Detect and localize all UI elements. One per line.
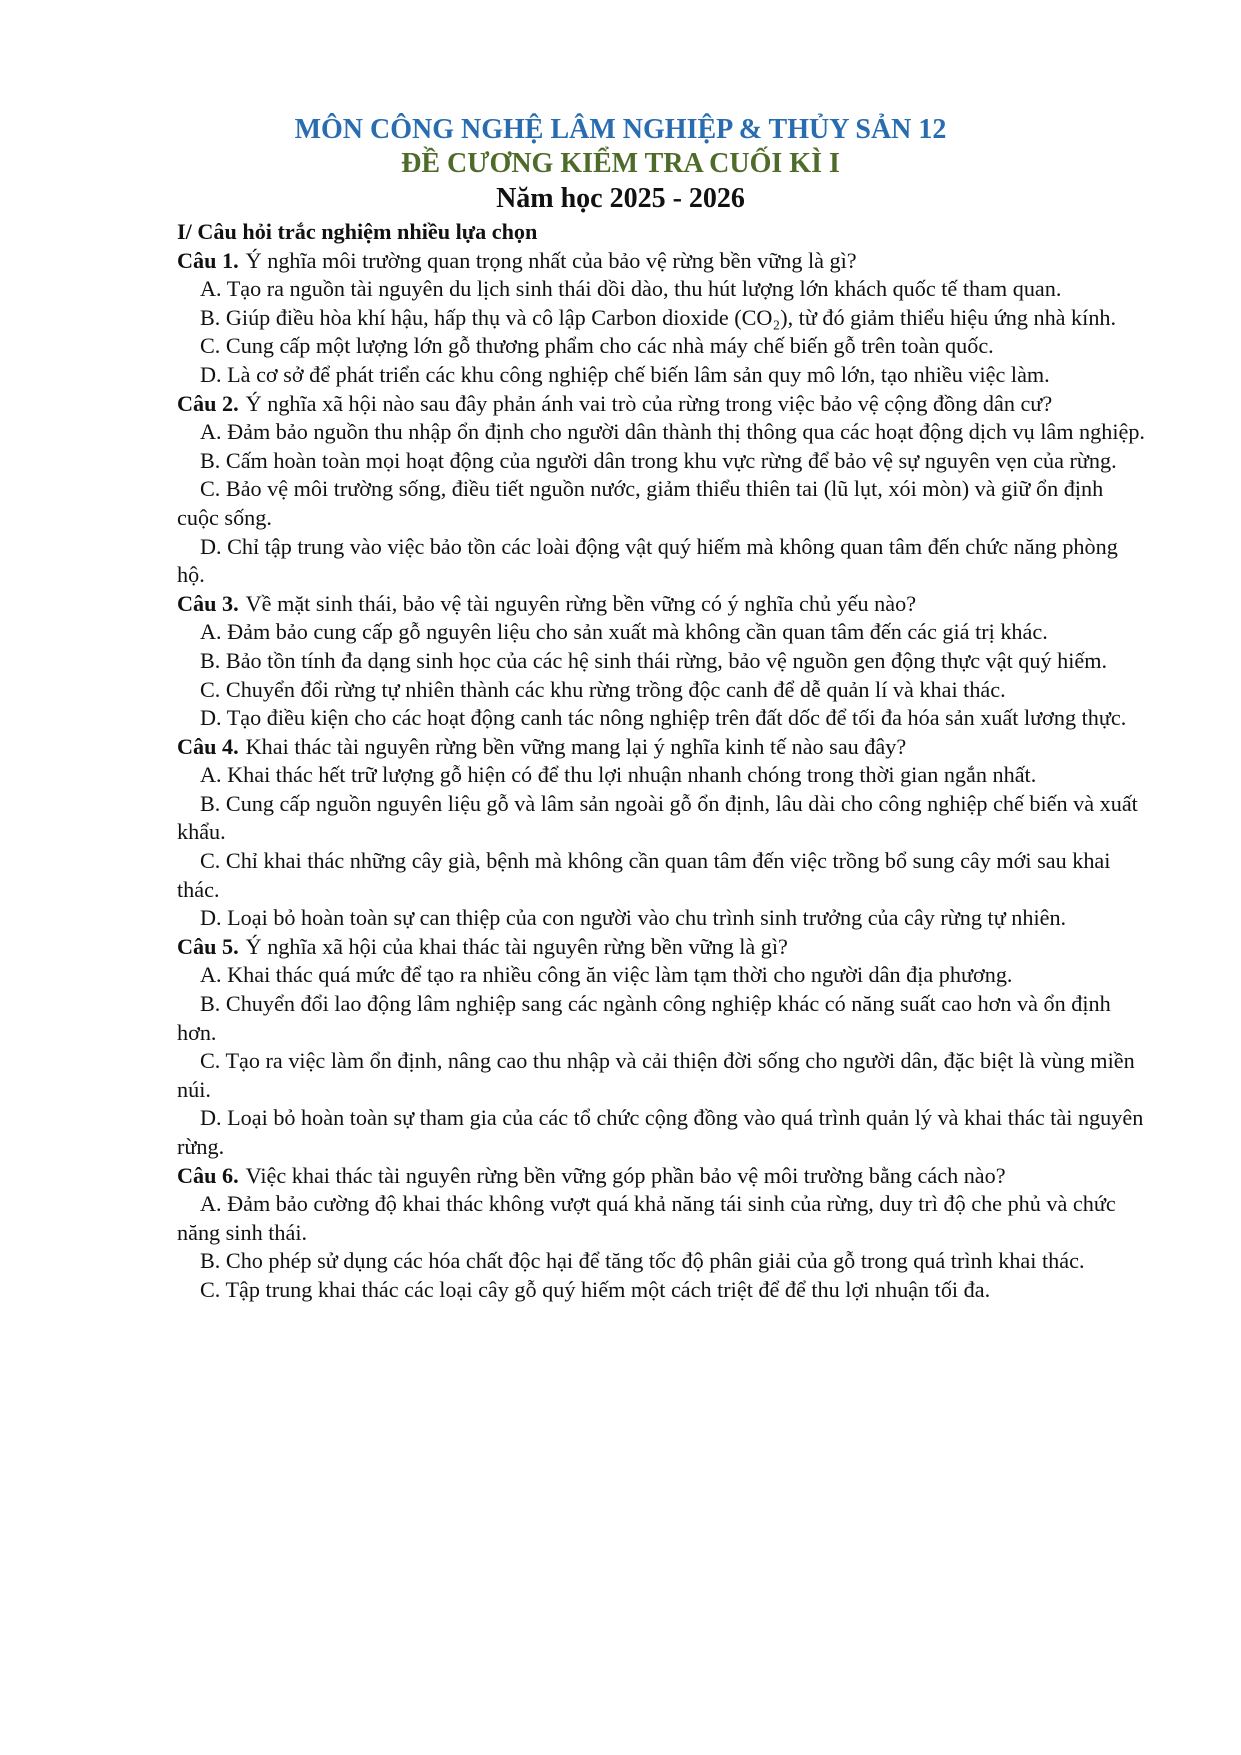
section-title: I/ Câu hỏi trắc nghiệm nhiều lựa chọn bbox=[177, 219, 538, 244]
question-text: Việc khai thác tài nguyên rừng bền vững góp phần bảo vệ môi trường bằng cách nào? bbox=[245, 1162, 1006, 1188]
question-label: Câu 5. bbox=[177, 933, 239, 959]
question-stem bbox=[177, 733, 1145, 762]
question-5 bbox=[177, 933, 1145, 1162]
answer-option-d: D. Loại bỏ hoàn toàn sự can thiệp của con người vào chu trình sinh trưởng của cây rừng tự nhiên. bbox=[200, 905, 1067, 931]
question-2 bbox=[177, 390, 1145, 590]
exam-title: ĐỀ CƯƠNG KIỂM TRA CUỐI KÌ I bbox=[401, 148, 840, 179]
question-stem bbox=[177, 590, 1145, 619]
answer-option-d: D. Là cơ sở để phát triển các khu công nghiệp chế biến lâm sản quy mô lớn, tạo nhiều việc làm. bbox=[200, 361, 1050, 387]
question-text: Ý nghĩa xã hội của khai thác tài nguyên rừng bền vững là gì? bbox=[245, 933, 788, 959]
answer-option-a: A. Đảm bảo nguồn thu nhập ổn định cho người dân thành thị thông qua các hoạt động dịch vụ lâm nghiệp. bbox=[200, 419, 1145, 445]
answer-option-a: A. Khai thác quá mức để tạo ra nhiều công ăn việc làm tạm thời cho người dân địa phương. bbox=[200, 962, 1013, 988]
question-label: Câu 6. bbox=[177, 1162, 239, 1188]
document-body bbox=[177, 218, 1145, 1305]
question-label: Câu 2. bbox=[177, 390, 239, 416]
answer-option-b: B. Chuyển đổi lao động lâm nghiệp sang các ngành công nghiệp khác có năng suất cao hơn và ổn định hơn. bbox=[177, 991, 1111, 1045]
answer-option-c: C. Chỉ khai thác những cây già, bệnh mà không cần quan tâm đến việc trồng bổ sung cây mới sau khai thác. bbox=[177, 848, 1111, 902]
answer-option-d: D. Tạo điều kiện cho các hoạt động canh tác nông nghiệp trên đất dốc để tối đa hóa sản xuất lương thực. bbox=[200, 705, 1127, 731]
answer-option-b: B. Giúp điều hòa khí hậu, hấp thụ và cô lập Carbon dioxide (CO₂), từ đó giảm thiểu hiệu ứng nhà kính. bbox=[200, 304, 1117, 330]
question-text: Ý nghĩa môi trường quan trọng nhất của bảo vệ rừng bền vững là gì? bbox=[245, 247, 857, 273]
answer-option-b: B. Cho phép sử dụng các hóa chất độc hại để tăng tốc độ phân giải của gỗ trong quá trình khai thác. bbox=[200, 1248, 1085, 1274]
answer-option-c: C. Tập trung khai thác các loại cây gỗ quý hiếm một cách triệt để để thu lợi nhuận tối đa. bbox=[200, 1276, 991, 1302]
answer-option-c: C. Bảo vệ môi trường sống, điều tiết nguồn nước, giảm thiểu thiên tai (lũ lụt, xói mòn) và giữ ổn định cuộc sống. bbox=[177, 476, 1104, 530]
answer-option-c: C. Tạo ra việc làm ổn định, nâng cao thu nhập và cải thiện đời sống cho người dân, đặc biệt là vùng miền núi. bbox=[177, 1048, 1135, 1102]
question-3 bbox=[177, 590, 1145, 733]
question-text: Khai thác tài nguyên rừng bền vững mang lại ý nghĩa kinh tế nào sau đây? bbox=[245, 733, 907, 759]
answer-option-b: B. Cấm hoàn toàn mọi hoạt động của người dân trong khu vực rừng để bảo vệ sự nguyên vẹn của rừng. bbox=[200, 447, 1117, 473]
answer-option-d: D. Chỉ tập trung vào việc bảo tồn các loài động vật quý hiếm mà không quan tâm đến chức năng phòng hộ. bbox=[177, 533, 1118, 588]
answer-option-a: A. Đảm bảo cung cấp gỗ nguyên liệu cho sản xuất mà không cần quan tâm đến các giá trị khác. bbox=[200, 619, 1048, 645]
question-stem bbox=[177, 1162, 1145, 1191]
document-header bbox=[0, 113, 1241, 217]
question-stem bbox=[177, 933, 1145, 962]
question-4 bbox=[177, 733, 1145, 933]
answer-option-b: B. Cung cấp nguồn nguyên liệu gỗ và lâm sản ngoài gỗ ổn định, lâu dài cho công nghiệp chế biến và xuất khẩu. bbox=[177, 790, 1138, 845]
answer-option-a: A. Khai thác hết trữ lượng gỗ hiện có để thu lợi nhuận nhanh chóng trong thời gian ngắn nhất. bbox=[200, 762, 1037, 788]
question-1 bbox=[177, 247, 1145, 390]
question-6 bbox=[177, 1162, 1145, 1305]
answer-option-b: B. Bảo tồn tính đa dạng sinh học của các hệ sinh thái rừng, bảo vệ nguồn gen động thực vật quý hiếm. bbox=[200, 647, 1108, 673]
question-stem bbox=[177, 390, 1145, 419]
question-text: Về mặt sinh thái, bảo vệ tài nguyên rừng bền vững có ý nghĩa chủ yếu nào? bbox=[245, 590, 917, 616]
subject-heading: MÔN CÔNG NGHỆ LÂM NGHIỆP & THỦY SẢN 12 bbox=[294, 114, 947, 145]
answer-option-a: A. Đảm bảo cường độ khai thác không vượt quá khả năng tái sinh của rừng, duy trì độ che phủ và chức năng sinh thái. bbox=[177, 1191, 1116, 1245]
answer-option-c: C. Cung cấp một lượng lớn gỗ thương phẩm cho các nhà máy chế biến gỗ trên toàn quốc. bbox=[200, 333, 994, 359]
question-label: Câu 3. bbox=[177, 590, 239, 616]
answer-option-c: C. Chuyển đổi rừng tự nhiên thành các khu rừng trồng độc canh để dễ quản lí và khai thác. bbox=[200, 676, 1006, 702]
answer-option-a: A. Tạo ra nguồn tài nguyên du lịch sinh thái dồi dào, thu hút lượng lớn khách quốc tế tham quan. bbox=[200, 276, 1062, 302]
question-stem bbox=[177, 247, 1145, 276]
answer-option-d: D. Loại bỏ hoàn toàn sự tham gia của các tổ chức cộng đồng vào quá trình quản lý và khai thác tài nguyên rừng. bbox=[177, 1105, 1144, 1159]
question-label: Câu 1. bbox=[177, 247, 239, 273]
question-text: Ý nghĩa xã hội nào sau đây phản ánh vai trò của rừng trong việc bảo vệ cộng đồng dân cư? bbox=[245, 390, 1053, 416]
question-label: Câu 4. bbox=[177, 733, 239, 759]
school-year: Năm học 2025 - 2026 bbox=[496, 183, 745, 214]
